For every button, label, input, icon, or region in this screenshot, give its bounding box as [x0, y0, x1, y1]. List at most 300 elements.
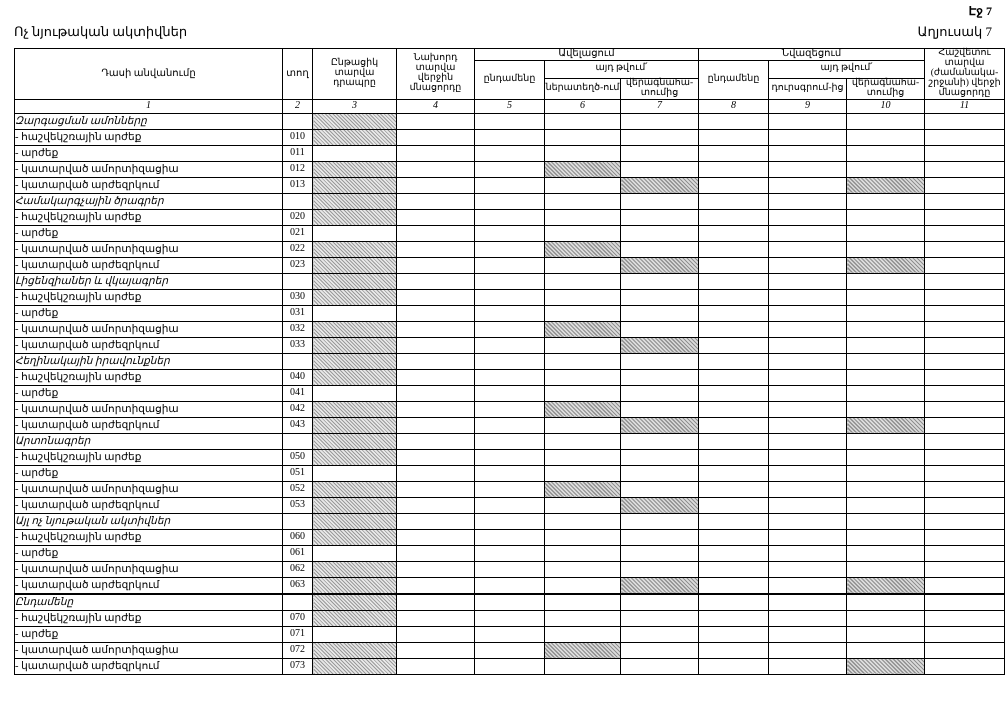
data-cell-c8 — [699, 545, 769, 561]
data-cell-c4 — [397, 658, 475, 674]
data-cell-c5 — [475, 209, 545, 225]
data-cell-c6 — [545, 257, 621, 273]
data-cell-c6 — [545, 594, 621, 611]
data-cell-c8 — [699, 642, 769, 658]
data-cell-c3 — [313, 209, 397, 225]
data-cell-c10 — [847, 289, 925, 305]
row-label: - կատարված ամորտիզացիա — [15, 241, 283, 257]
data-cell-c6 — [545, 161, 621, 177]
data-cell-c9 — [769, 658, 847, 674]
data-cell-c9 — [769, 610, 847, 626]
data-cell-c7 — [621, 529, 699, 545]
data-cell-c3 — [313, 337, 397, 353]
data-cell-c9 — [769, 642, 847, 658]
data-cell-c8 — [699, 577, 769, 594]
data-cell-c11 — [925, 129, 1005, 145]
row-code: 050 — [283, 449, 313, 465]
th-increase-total: ընդամենը — [475, 60, 545, 99]
data-cell-c5 — [475, 129, 545, 145]
data-cell-c9 — [769, 465, 847, 481]
table-row — [15, 225, 1005, 241]
data-cell-c7 — [621, 369, 699, 385]
table-row — [15, 594, 1005, 611]
data-cell-c9 — [769, 273, 847, 289]
row-label: - արժեք — [15, 385, 283, 401]
row-label: - կատարված արժեզրկում — [15, 577, 283, 594]
data-cell-c9 — [769, 626, 847, 642]
data-cell-c10 — [847, 225, 925, 241]
table-body — [15, 113, 1005, 674]
data-cell-c6 — [545, 177, 621, 193]
data-cell-c10 — [847, 594, 925, 611]
row-code: 042 — [283, 401, 313, 417]
data-cell-c5 — [475, 610, 545, 626]
th-decrease-group: Նվազեցում — [699, 49, 925, 61]
data-cell-c7 — [621, 257, 699, 273]
data-cell-c5 — [475, 545, 545, 561]
data-cell-c7 — [621, 209, 699, 225]
table-row — [15, 401, 1005, 417]
data-cell-c3 — [313, 465, 397, 481]
data-cell-c10 — [847, 529, 925, 545]
data-cell-c6 — [545, 577, 621, 594]
data-cell-c8 — [699, 257, 769, 273]
row-label: - արժեք — [15, 225, 283, 241]
row-code: 062 — [283, 561, 313, 577]
data-cell-c6 — [545, 433, 621, 449]
row-code: 053 — [283, 497, 313, 513]
row-label: - կատարված արժեզրկում — [15, 417, 283, 433]
data-cell-c10 — [847, 193, 925, 209]
data-cell-c3 — [313, 642, 397, 658]
data-cell-c10 — [847, 305, 925, 321]
data-cell-c6 — [545, 337, 621, 353]
row-code: 013 — [283, 177, 313, 193]
th-increase-revaluation: վերագնահա-տումից — [621, 78, 699, 99]
data-cell-c3 — [313, 561, 397, 577]
data-cell-c10 — [847, 273, 925, 289]
table-label: Աղյուսակ 7 — [917, 24, 992, 39]
table-row — [15, 273, 1005, 289]
data-cell-c5 — [475, 529, 545, 545]
data-cell-c7 — [621, 658, 699, 674]
data-cell-c9 — [769, 337, 847, 353]
data-cell-c7 — [621, 305, 699, 321]
data-cell-c9 — [769, 177, 847, 193]
row-code: 071 — [283, 626, 313, 642]
column-number-row — [15, 99, 1005, 113]
data-cell-c10 — [847, 321, 925, 337]
row-code: 040 — [283, 369, 313, 385]
data-cell-c4 — [397, 273, 475, 289]
data-cell-c4 — [397, 257, 475, 273]
data-cell-c11 — [925, 113, 1005, 129]
data-cell-c5 — [475, 481, 545, 497]
data-cell-c11 — [925, 161, 1005, 177]
data-cell-c6 — [545, 209, 621, 225]
data-cell-c5 — [475, 417, 545, 433]
data-cell-c8 — [699, 305, 769, 321]
data-cell-c4 — [397, 337, 475, 353]
data-cell-c4 — [397, 129, 475, 145]
row-code — [283, 273, 313, 289]
data-cell-c3 — [313, 594, 397, 611]
data-cell-c7 — [621, 497, 699, 513]
colnum-7: 7 — [621, 99, 699, 113]
data-cell-c5 — [475, 465, 545, 481]
data-cell-c3 — [313, 353, 397, 369]
data-cell-c3 — [313, 193, 397, 209]
data-cell-c6 — [545, 193, 621, 209]
table-row — [15, 481, 1005, 497]
row-code: 052 — [283, 481, 313, 497]
data-cell-c11 — [925, 385, 1005, 401]
th-current-year: Ընթացիկ տարվա դրապրը — [313, 49, 397, 100]
data-cell-c5 — [475, 658, 545, 674]
data-cell-c10 — [847, 545, 925, 561]
colnum-1: 1 — [15, 99, 283, 113]
data-cell-c4 — [397, 161, 475, 177]
data-cell-c9 — [769, 417, 847, 433]
table-row — [15, 241, 1005, 257]
data-cell-c9 — [769, 257, 847, 273]
data-cell-c9 — [769, 385, 847, 401]
data-cell-c9 — [769, 401, 847, 417]
data-cell-c9 — [769, 289, 847, 305]
data-cell-c6 — [545, 289, 621, 305]
data-cell-c11 — [925, 401, 1005, 417]
table-row — [15, 658, 1005, 674]
data-cell-c4 — [397, 113, 475, 129]
data-cell-c3 — [313, 161, 397, 177]
th-end-balance: Հաշվետու տարվա (ժամանակա-շրջանի) վերջի մնացորդը — [925, 49, 1005, 100]
colnum-11: 11 — [925, 99, 1005, 113]
data-cell-c8 — [699, 369, 769, 385]
row-code: 022 — [283, 241, 313, 257]
data-cell-c4 — [397, 481, 475, 497]
row-label: Ընդամենը — [15, 594, 283, 611]
table-row — [15, 113, 1005, 129]
data-cell-c10 — [847, 561, 925, 577]
data-cell-c9 — [769, 529, 847, 545]
data-cell-c5 — [475, 433, 545, 449]
row-label: Այլ ոչ նյութական ակտիվներ — [15, 513, 283, 529]
data-cell-c5 — [475, 257, 545, 273]
data-cell-c4 — [397, 513, 475, 529]
data-cell-c7 — [621, 417, 699, 433]
row-label: Զարգացման ամոնները — [15, 113, 283, 129]
data-cell-c6 — [545, 610, 621, 626]
row-code — [283, 193, 313, 209]
data-cell-c3 — [313, 273, 397, 289]
table-row — [15, 433, 1005, 449]
table-row — [15, 610, 1005, 626]
page-number-label: Էջ 7 — [968, 4, 992, 18]
data-cell-c9 — [769, 497, 847, 513]
data-cell-c7 — [621, 561, 699, 577]
data-cell-c3 — [313, 577, 397, 594]
data-cell-c8 — [699, 658, 769, 674]
data-cell-c8 — [699, 385, 769, 401]
data-cell-c9 — [769, 161, 847, 177]
row-label: - հաշվեկշռային արժեք — [15, 529, 283, 545]
data-cell-c9 — [769, 225, 847, 241]
data-cell-c7 — [621, 113, 699, 129]
data-cell-c11 — [925, 626, 1005, 642]
data-cell-c7 — [621, 241, 699, 257]
data-cell-c5 — [475, 513, 545, 529]
th-increase-created: ներատեղծ-ում — [545, 78, 621, 99]
th-increase-group: Ավելացում — [475, 49, 699, 61]
th-increase-of-which: այդ թվում՛ — [545, 60, 699, 78]
row-code: 021 — [283, 225, 313, 241]
row-label: - արժեք — [15, 145, 283, 161]
row-label: Արտոնագրեր — [15, 433, 283, 449]
data-cell-c7 — [621, 610, 699, 626]
data-cell-c9 — [769, 321, 847, 337]
data-cell-c8 — [699, 561, 769, 577]
row-code: 031 — [283, 305, 313, 321]
data-cell-c10 — [847, 369, 925, 385]
data-cell-c11 — [925, 561, 1005, 577]
data-cell-c10 — [847, 610, 925, 626]
data-cell-c3 — [313, 113, 397, 129]
row-label: - արժեք — [15, 626, 283, 642]
data-cell-c10 — [847, 129, 925, 145]
data-cell-c5 — [475, 225, 545, 241]
row-label: - կատարված ամորտիզացիա — [15, 642, 283, 658]
data-cell-c7 — [621, 337, 699, 353]
row-label: - կատարված ամորտիզացիա — [15, 161, 283, 177]
data-cell-c5 — [475, 369, 545, 385]
table-row — [15, 193, 1005, 209]
data-cell-c3 — [313, 610, 397, 626]
data-cell-c11 — [925, 353, 1005, 369]
row-code: 051 — [283, 465, 313, 481]
data-cell-c11 — [925, 610, 1005, 626]
data-cell-c11 — [925, 577, 1005, 594]
data-cell-c8 — [699, 241, 769, 257]
row-code: 041 — [283, 385, 313, 401]
data-cell-c9 — [769, 113, 847, 129]
data-cell-c8 — [699, 193, 769, 209]
data-cell-c3 — [313, 289, 397, 305]
data-cell-c6 — [545, 385, 621, 401]
data-cell-c8 — [699, 273, 769, 289]
data-cell-c8 — [699, 321, 769, 337]
row-label: Համակարգչային ծրագրեր — [15, 193, 283, 209]
data-cell-c6 — [545, 658, 621, 674]
data-cell-c4 — [397, 561, 475, 577]
data-cell-c11 — [925, 433, 1005, 449]
row-code — [283, 353, 313, 369]
data-cell-c6 — [545, 513, 621, 529]
data-cell-c5 — [475, 177, 545, 193]
data-cell-c10 — [847, 209, 925, 225]
data-cell-c5 — [475, 305, 545, 321]
data-cell-c6 — [545, 305, 621, 321]
th-code: տող — [283, 49, 313, 100]
data-cell-c11 — [925, 257, 1005, 273]
row-label: - արժեք — [15, 465, 283, 481]
data-cell-c11 — [925, 321, 1005, 337]
data-cell-c3 — [313, 225, 397, 241]
row-code: 023 — [283, 257, 313, 273]
data-cell-c7 — [621, 545, 699, 561]
table-row — [15, 417, 1005, 433]
data-cell-c8 — [699, 177, 769, 193]
document-header — [14, 24, 992, 40]
data-cell-c6 — [545, 369, 621, 385]
intangible-assets-table — [14, 48, 1005, 675]
data-cell-c5 — [475, 385, 545, 401]
data-cell-c11 — [925, 337, 1005, 353]
data-cell-c3 — [313, 433, 397, 449]
data-cell-c8 — [699, 225, 769, 241]
data-cell-c8 — [699, 417, 769, 433]
data-cell-c7 — [621, 433, 699, 449]
data-cell-c8 — [699, 610, 769, 626]
data-cell-c9 — [769, 545, 847, 561]
data-cell-c3 — [313, 449, 397, 465]
data-cell-c8 — [699, 145, 769, 161]
data-cell-c4 — [397, 626, 475, 642]
data-cell-c6 — [545, 642, 621, 658]
data-cell-c4 — [397, 193, 475, 209]
row-label: - կատարված ամորտիզացիա — [15, 321, 283, 337]
data-cell-c3 — [313, 497, 397, 513]
row-code — [283, 594, 313, 611]
data-cell-c5 — [475, 193, 545, 209]
data-cell-c11 — [925, 642, 1005, 658]
data-cell-c8 — [699, 161, 769, 177]
data-cell-c8 — [699, 497, 769, 513]
row-label: - կատարված արժեզրկում — [15, 497, 283, 513]
data-cell-c6 — [545, 241, 621, 257]
row-label: Լիցենզիաներ և վկայագրեր — [15, 273, 283, 289]
data-cell-c4 — [397, 401, 475, 417]
table-row — [15, 129, 1005, 145]
row-label: - հաշվեկշռային արժեք — [15, 610, 283, 626]
data-cell-c5 — [475, 241, 545, 257]
data-cell-c6 — [545, 225, 621, 241]
data-cell-c9 — [769, 209, 847, 225]
data-cell-c10 — [847, 513, 925, 529]
data-cell-c11 — [925, 193, 1005, 209]
data-cell-c4 — [397, 610, 475, 626]
data-cell-c5 — [475, 113, 545, 129]
data-cell-c4 — [397, 497, 475, 513]
data-cell-c11 — [925, 658, 1005, 674]
data-cell-c4 — [397, 369, 475, 385]
data-cell-c8 — [699, 113, 769, 129]
colnum-9: 9 — [769, 99, 847, 113]
data-cell-c4 — [397, 177, 475, 193]
row-code: 011 — [283, 145, 313, 161]
data-cell-c3 — [313, 177, 397, 193]
data-cell-c7 — [621, 401, 699, 417]
data-cell-c9 — [769, 449, 847, 465]
data-cell-c11 — [925, 465, 1005, 481]
data-cell-c7 — [621, 449, 699, 465]
data-cell-c10 — [847, 145, 925, 161]
data-cell-c5 — [475, 401, 545, 417]
data-cell-c4 — [397, 545, 475, 561]
data-cell-c10 — [847, 337, 925, 353]
data-cell-c11 — [925, 594, 1005, 611]
data-cell-c7 — [621, 177, 699, 193]
data-cell-c7 — [621, 193, 699, 209]
colnum-5: 5 — [475, 99, 545, 113]
data-cell-c10 — [847, 433, 925, 449]
data-cell-c3 — [313, 241, 397, 257]
data-cell-c9 — [769, 594, 847, 611]
data-cell-c4 — [397, 465, 475, 481]
colnum-4: 4 — [397, 99, 475, 113]
data-cell-c11 — [925, 289, 1005, 305]
data-cell-c4 — [397, 225, 475, 241]
data-cell-c7 — [621, 321, 699, 337]
data-cell-c10 — [847, 642, 925, 658]
data-cell-c6 — [545, 129, 621, 145]
data-cell-c9 — [769, 433, 847, 449]
data-cell-c6 — [545, 449, 621, 465]
data-cell-c8 — [699, 289, 769, 305]
row-code — [283, 433, 313, 449]
table-row — [15, 626, 1005, 642]
data-cell-c9 — [769, 129, 847, 145]
data-cell-c5 — [475, 161, 545, 177]
data-cell-c8 — [699, 513, 769, 529]
data-cell-c5 — [475, 273, 545, 289]
data-cell-c4 — [397, 145, 475, 161]
data-cell-c6 — [545, 113, 621, 129]
data-cell-c3 — [313, 481, 397, 497]
table-row — [15, 353, 1005, 369]
row-code: 070 — [283, 610, 313, 626]
data-cell-c7 — [621, 129, 699, 145]
data-cell-c6 — [545, 417, 621, 433]
data-cell-c5 — [475, 289, 545, 305]
row-label: - կատարված արժեզրկում — [15, 257, 283, 273]
data-cell-c4 — [397, 417, 475, 433]
row-label: - հաշվեկշռային արժեք — [15, 449, 283, 465]
row-label: - հաշվեկշռային արժեք — [15, 369, 283, 385]
data-cell-c11 — [925, 305, 1005, 321]
row-label: - արժեք — [15, 305, 283, 321]
data-cell-c7 — [621, 626, 699, 642]
data-cell-c9 — [769, 145, 847, 161]
data-cell-c4 — [397, 642, 475, 658]
data-cell-c10 — [847, 385, 925, 401]
row-code: 060 — [283, 529, 313, 545]
table-row — [15, 257, 1005, 273]
table-row — [15, 465, 1005, 481]
th-decrease-total: ընդամենը — [699, 60, 769, 99]
data-cell-c8 — [699, 209, 769, 225]
table-row — [15, 577, 1005, 594]
data-cell-c9 — [769, 561, 847, 577]
data-cell-c10 — [847, 658, 925, 674]
data-cell-c8 — [699, 529, 769, 545]
data-cell-c11 — [925, 209, 1005, 225]
data-cell-c5 — [475, 626, 545, 642]
data-cell-c7 — [621, 642, 699, 658]
data-cell-c3 — [313, 658, 397, 674]
row-code — [283, 113, 313, 129]
data-cell-c10 — [847, 353, 925, 369]
table-row — [15, 177, 1005, 193]
